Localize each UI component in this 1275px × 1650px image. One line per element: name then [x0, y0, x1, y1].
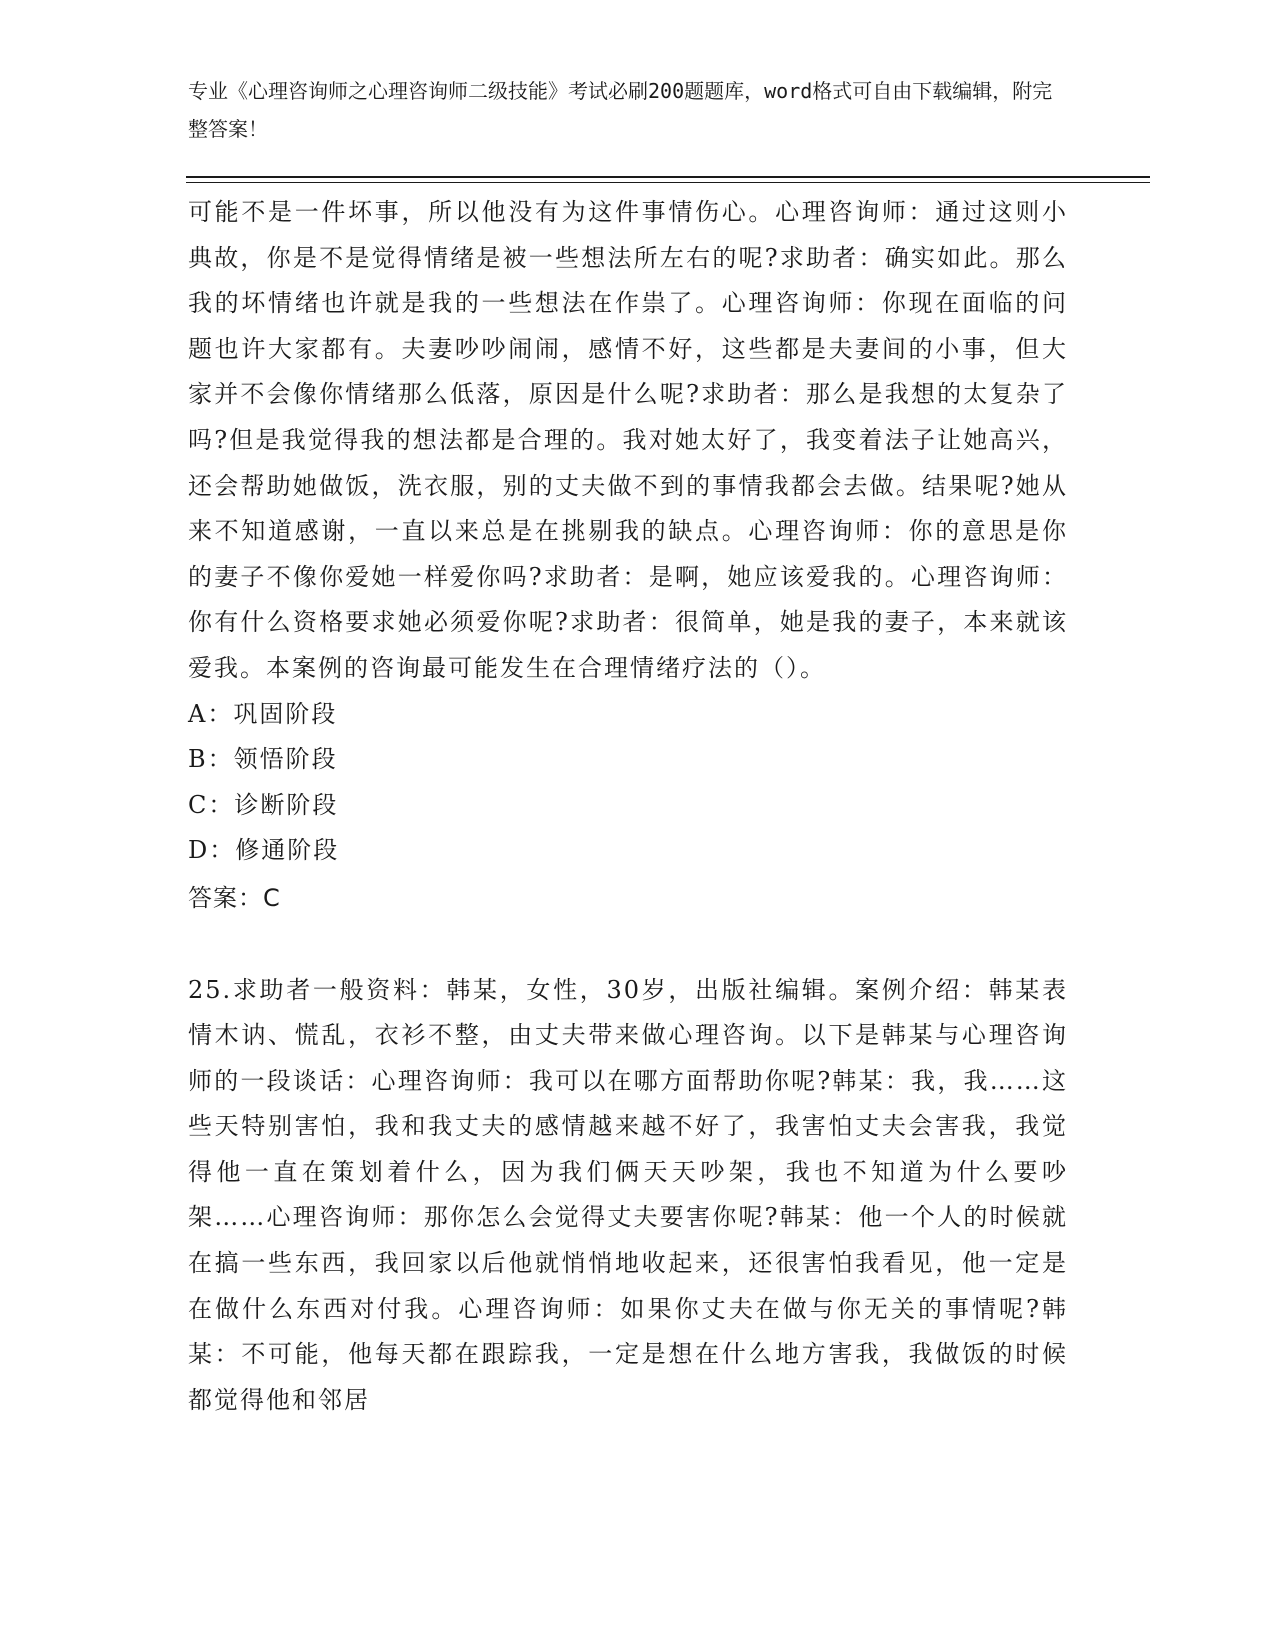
option-a: A：巩固阶段 — [188, 699, 338, 728]
option-c: C：诊断阶段 — [188, 790, 339, 819]
question-25-text: 25.求助者一般资料：韩某，女性，30岁，出版社编辑。案例介绍：韩某表情木讷、慌乱，衣衫不整，由丈夫带来做心理咨询。以下是韩某与心理咨询师的一段谈话：心理咨询师：我可以在哪方面帮助你呢?韩某：我，我……这些天特别害怕，我和我丈夫的感情越来越不好了，我害怕丈夫会害我，我觉得他一直在策划着什么，因为我们俩天天吵架，我也不知道为什么要吵架……心理咨询师：那你怎么会觉得丈夫要害你呢?韩某：他一个人的时候就在搞一些东西，我回家以后他就悄悄地收起来，还很害怕我看见，他一定是在做什么东西对付我。心理咨询师：如果你丈夫在做与你无关的事情呢?韩某：不可能，他每天都在跟踪我，一定是想在什么地方害我，我做饭的时候都觉得他和邻居 — [188, 975, 1068, 1414]
question-24-continuation: 可能不是一件坏事，所以他没有为这件事情伤心。心理咨询师：通过这则小典故，你是不是觉得情绪是被一些想法所左右的呢?求助者：确实如此。那么我的坏情绪也许就是我的一些想法在作祟了。心理咨询师：你现在面临的问题也许大家都有。夫妻吵吵闹闹，感情不好，这些都是夫妻间的小事，但大家并不会像你情绪那么低落，原因是什么呢?求助者：那么是我想的太复杂了吗?但是我觉得我的想法都是合理的。我对她太好了，我变着法子让她高兴，还会帮助她做饭，洗衣服，别的丈夫做不到的事情我都会去做。结果呢?她从来不知道感谢，一直以来总是在挑剔我的缺点。心理咨询师：你的意思是你的妻子不像你爱她一样爱你吗?求助者：是啊，她应该爱我的。心理咨询师：你有什么资格要求她必须爱你呢?求助者：很简单，她是我的妻子，本来就该爱我。本案例的咨询最可能发生在合理情绪疗法的（）。 — [188, 198, 1068, 682]
document-header — [188, 72, 1068, 148]
document-body — [188, 190, 1068, 1423]
question-24-answer: 答案：C — [188, 883, 281, 912]
header-divider-thin — [186, 182, 1150, 183]
option-b: B：领悟阶段 — [188, 745, 338, 774]
question-24-options — [188, 692, 1068, 874]
header-divider — [186, 176, 1150, 178]
header-title: 专业《心理咨询师之心理咨询师二级技能》考试必刷200题题库，word格式可自由下载编辑，附完整答案！ — [188, 79, 1053, 141]
option-d: D：修通阶段 — [188, 836, 340, 865]
